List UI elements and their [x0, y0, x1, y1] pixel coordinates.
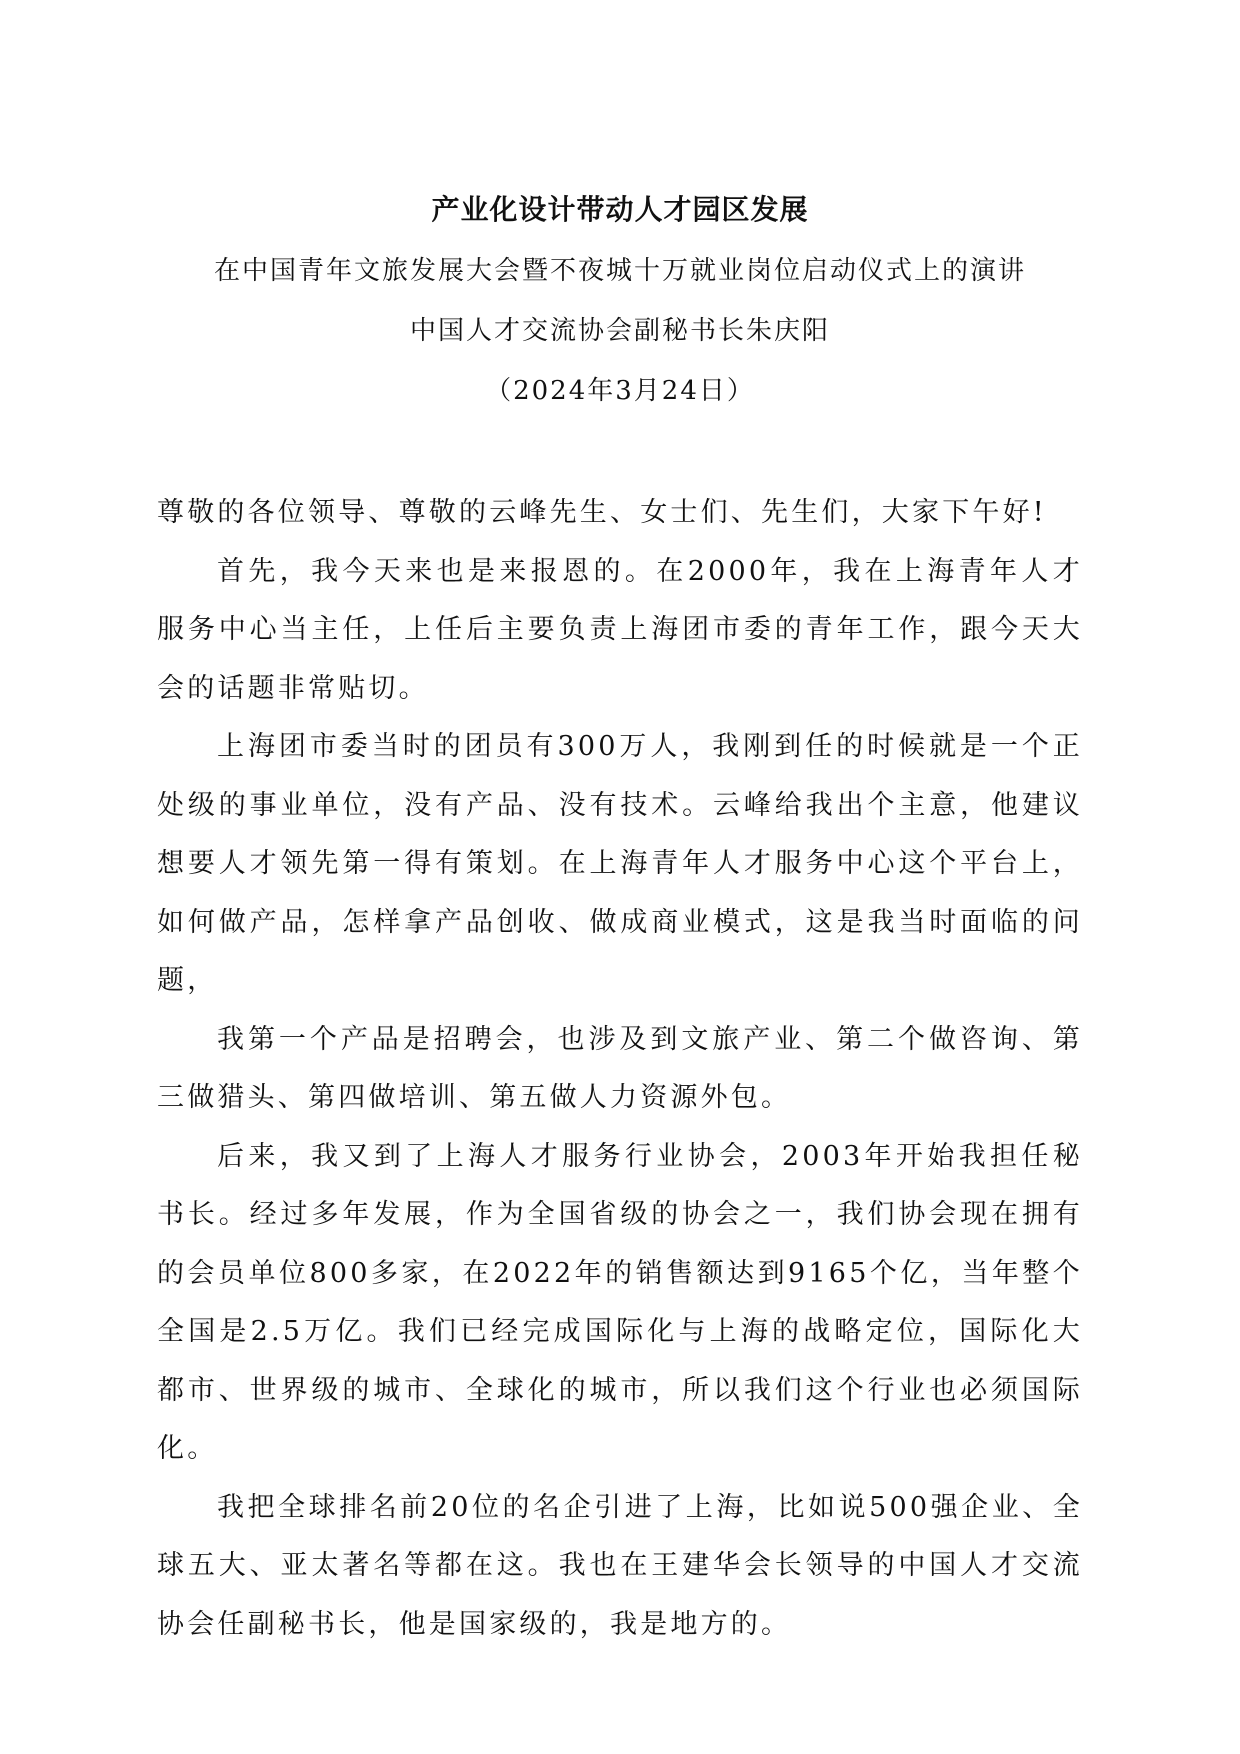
greeting-paragraph: 尊敬的各位领导、尊敬的云峰先生、女士们、先生们，大家下午好!	[157, 497, 1047, 528]
body-paragraph-1: 首先，我今天来也是来报恩的。在2000年，我在上海青年人才服务中心当主任，上任后主要负责上海团市委的青年工作，跟今天大会的话题非常贴切。	[157, 555, 1083, 704]
body-paragraph-3: 我第一个产品是招聘会，也涉及到文旅产业、第二个做咨询、第三做猎头、第四做培训、第五做人力资源外包。	[157, 1023, 1083, 1113]
speaker-line: 中国人才交流协会副秘书长朱庆阳	[409, 316, 830, 346]
body-paragraph-5: 我把全球排名前20位的名企引进了上海，比如说500强企业、全球五大、亚太著名等都在这。我也在王建华会长领导的中国人才交流协会任副秘书长，他是国家级的，我是地方的。	[157, 1491, 1083, 1640]
speech-date: （2024年3月24日）	[485, 376, 755, 406]
document-header	[0, 190, 1240, 410]
document-title: 产业化设计带动人才园区发展	[431, 193, 809, 226]
body-paragraph-2: 上海团市委当时的团员有300万人，我刚到任的时候就是一个正处级的事业单位，没有产品、没有技术。云峰给我出个主意，他建议想要人才领先第一得有策划。在上海青年人才服务中心这个平台上，如何做产品，怎样拿产品创收、做成商业模式，这是我当时面临的问题，	[157, 731, 1083, 996]
document-subtitle: 在中国青年文旅发展大会暨不夜城十万就业岗位启动仪式上的演讲	[213, 256, 1026, 286]
speech-body	[157, 484, 1083, 1654]
body-paragraph-4: 后来，我又到了上海人才服务行业协会，2003年开始我担任秘书长。经过多年发展，作为全国省级的协会之一，我们协会现在拥有的会员单位800多家，在2022年的销售额达到9165个亿，当年整个全国是2.5万亿。我们已经完成国际化与上海的战略定位，国际化大都市、世界级的城市、全球化的城市，所以我们这个行业也必须国际化。	[157, 1140, 1083, 1464]
